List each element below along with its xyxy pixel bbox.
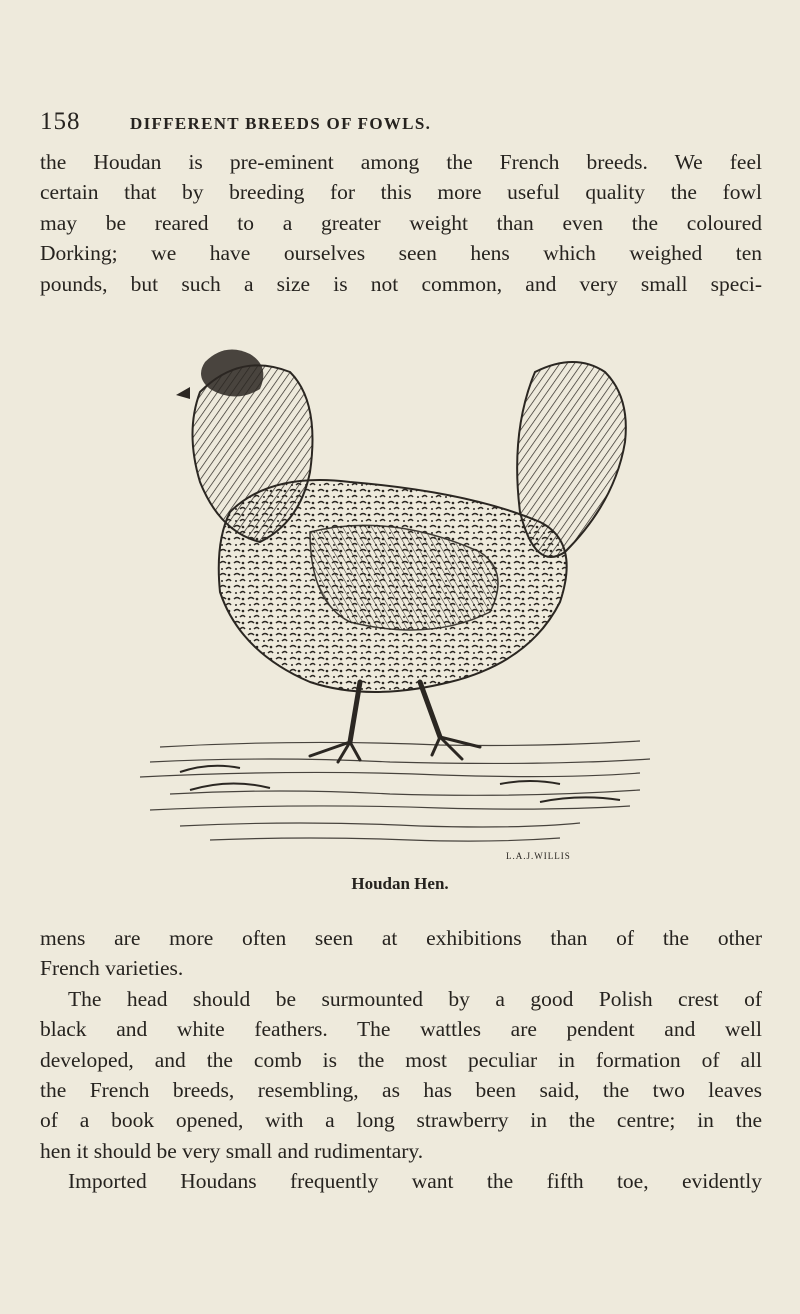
text-line: Dorking; we have ourselves seen hens which weighed ten: [40, 241, 762, 266]
text-line: pounds, but such a size is not common, and very small speci-: [40, 271, 762, 296]
paragraph-bottom: [40, 923, 762, 1197]
houdan-hen-illustration: [120, 332, 660, 872]
figure-caption: Houdan Hen.: [351, 874, 449, 893]
paragraph-top: [40, 147, 762, 299]
engraver-signature: L.A.J.WILLIS: [506, 851, 571, 861]
text-line: of a book opened, with a long strawberry in the centre; in the: [40, 1108, 762, 1133]
text-line: black and white feathers. The wattles are pendent and well: [40, 1017, 762, 1042]
text-line: the Houdan is pre-eminent among the French breeds. We feel: [40, 150, 762, 174]
text-line: developed, and the comb is the most peculiar in formation of all: [40, 1047, 762, 1072]
text-line: the French breeds, resembling, as has been said, the two leaves: [40, 1078, 762, 1103]
text-line: Imported Houdans frequently want the fifth toe, evidently: [68, 1169, 762, 1194]
page-number: 158: [40, 108, 81, 135]
running-head: [40, 108, 762, 140]
text-line: mens are more often seen at exhibitions than of the other: [40, 926, 762, 950]
text-line: French varieties.: [40, 956, 184, 981]
text-line: hen it should be very small and rudimentary.: [40, 1138, 424, 1163]
text-line: may be reared to a greater weight than even the coloured: [40, 210, 762, 235]
text-line: certain that by breeding for this more useful quality the fowl: [40, 180, 762, 205]
text-line: The head should be surmounted by a good Polish crest of: [68, 986, 762, 1011]
running-title: DIFFERENT BREEDS OF FOWLS.: [130, 114, 432, 133]
